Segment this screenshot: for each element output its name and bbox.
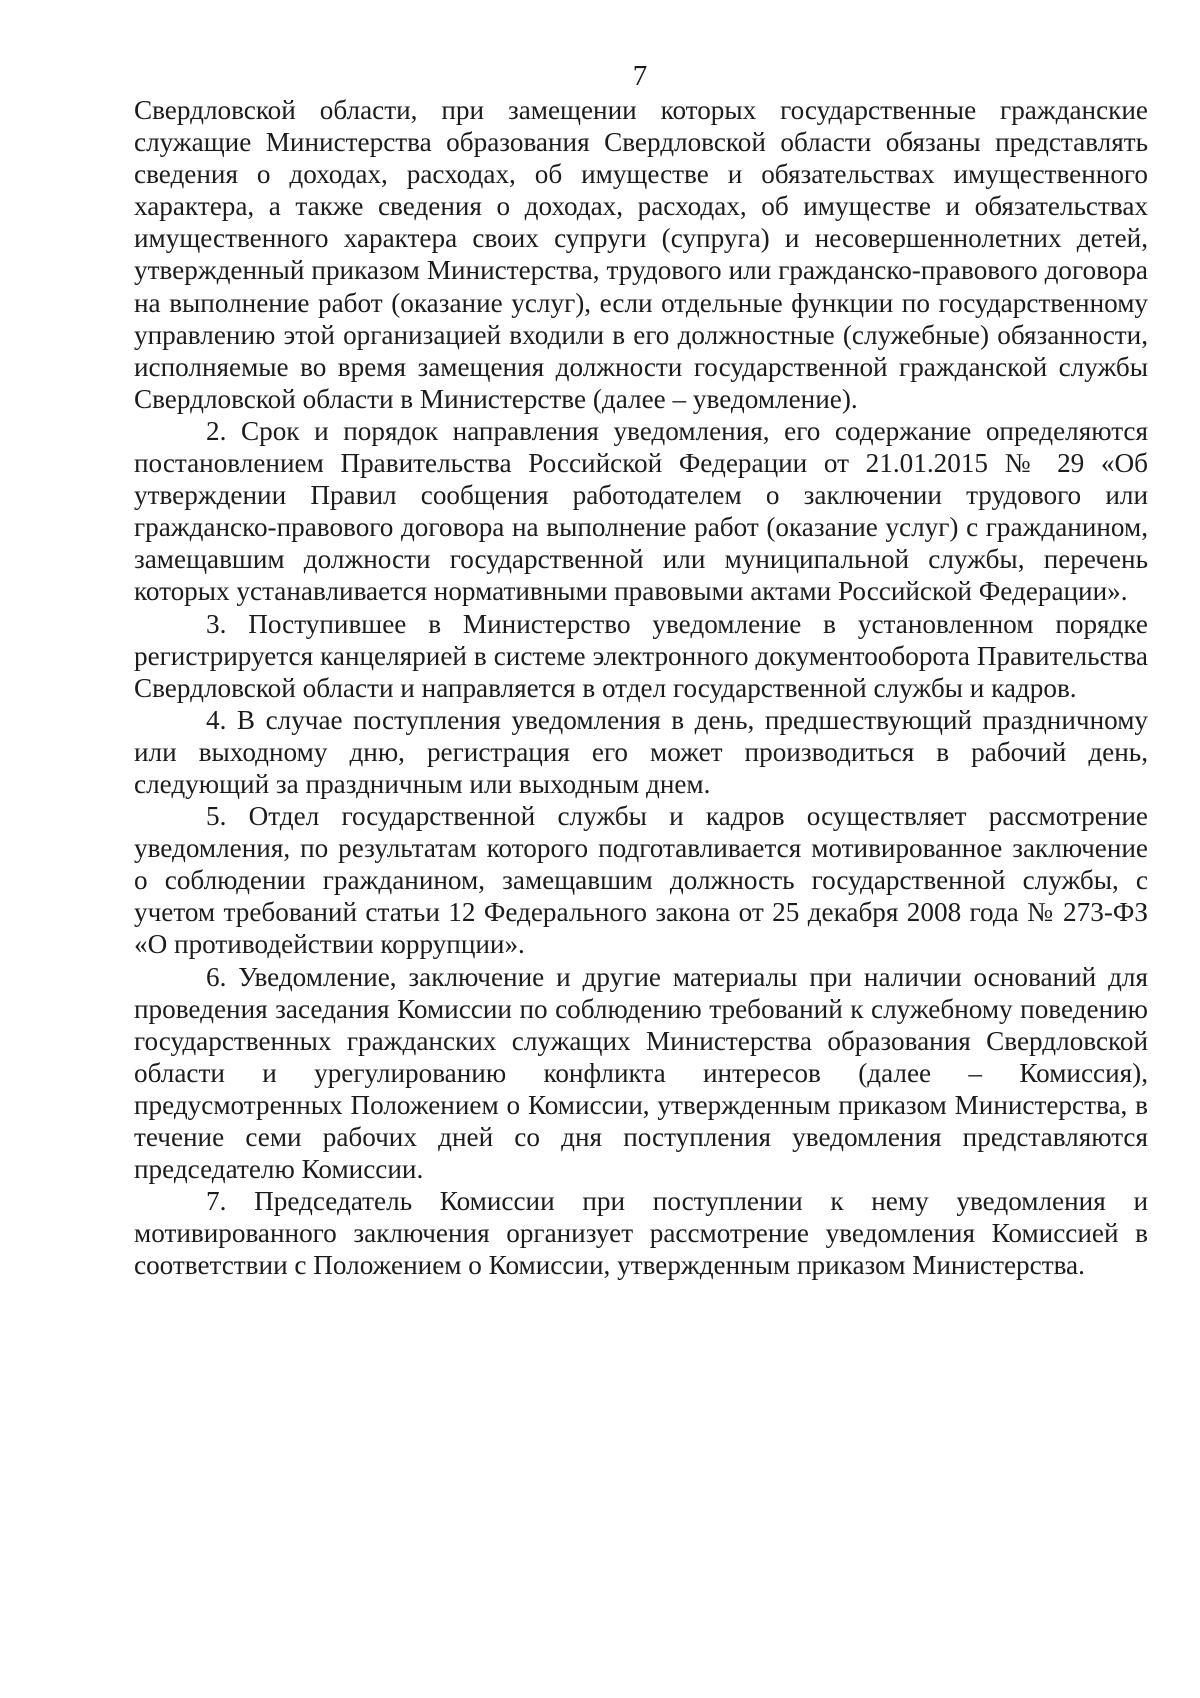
paragraph-item-3: 3. Поступившее в Министерство уведомление в установленном порядке регистрируется канцелярией в системе электронного документооборота Правительства Свердловской области и направляется в отдел государственной службы и кадров.: [134, 608, 1148, 703]
paragraph-continuation: Свердловской области, при замещении которых государственные гражданские служащие Министерства образования Свердловской области обязаны представлять сведения о доходах, расходах, об имуществе и обязательствах имущественного характера, а также сведения о доходах, расходах, об имуществе и обязательствах имущественного характера своих супруги (супруга) и несовершеннолетних детей, утвержденный приказом Министерства, трудового или гражданско-правового договора на выполнение работ (оказание услуг), если отдельные функции по государственному управлению этой организацией входили в его должностные (служебные) обязанности, исполняемые во время замещения должности государственной гражданской службы Свердловской области в Министерстве (далее – уведомление).: [134, 95, 1148, 414]
page-number: 7: [632, 60, 648, 92]
paragraph-item-6: 6. Уведомление, заключение и другие материалы при наличии оснований для проведения заседания Комиссии по соблюдению требований к служебному поведению государственных гражданских служащих Министерства образования Свердловской области и урегулированию конфликта интересов (далее – Комиссия), предусмотренных Положением о Комиссии, утвержденным приказом Министерства, в течение семи рабочих дней со дня поступления уведомления представляются председателю Комиссии.: [134, 961, 1148, 1185]
document-body: [134, 94, 1148, 1281]
paragraph-item-2: 2. Срок и порядок направления уведомления, его содержание определяются постановлением Правительства Российской Федерации от 21.01.2015 № 29 «Об утверждении Правил сообщения работодателем о заключении трудового или гражданско-правового договора на выполнение работ (оказание услуг) с гражданином, замещавшим должности государственной или муниципальной службы, перечень которых устанавливается нормативными правовыми актами Российской Федерации».: [134, 415, 1148, 607]
paragraph-item-5: 5. Отдел государственной службы и кадров осуществляет рассмотрение уведомления, по результатам которого подготавливается мотивированное заключение о соблюдении гражданином, замещавшим должность государственной службы, с учетом требований статьи 12 Федерального закона от 25 декабря 2008 года № 273-ФЗ «О противодействии коррупции».: [134, 801, 1148, 960]
paragraph-item-4: 4. В случае поступления уведомления в день, предшествующий праздничному или выходному дню, регистрация его может производиться в рабочий день, следующий за праздничным или выходным днем.: [134, 704, 1148, 799]
paragraph-item-7: 7. Председатель Комиссии при поступлении к нему уведомления и мотивированного заключения организует рассмотрение уведомления Комиссией в соответствии с Положением о Комиссии, утвержденным приказом Министерства.: [134, 1186, 1148, 1281]
